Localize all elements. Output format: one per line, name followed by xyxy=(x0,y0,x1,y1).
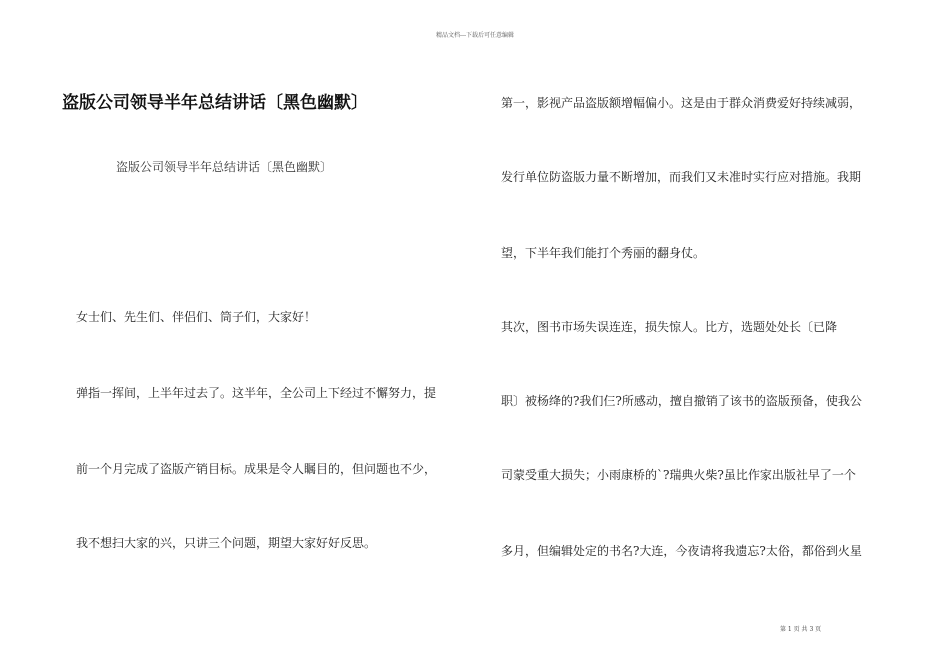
page-header: 精品文档---下载后可任意编辑 xyxy=(435,32,515,39)
page-footer: 第 1 页 共 3 页 xyxy=(780,626,822,633)
document-title: 盗版公司领导半年总结讲话〔黑色幽默〕 xyxy=(62,93,368,113)
paragraph-line: 其次，图书市场失误连连，损失惊人。比方，选题处处长〔已降 xyxy=(501,320,838,334)
paragraph-line: 多月，但编辑处定的书名?大连，今夜请将我遗忘?太俗，都俗到火星 xyxy=(501,544,862,558)
document-subtitle: 盗版公司领导半年总结讲话〔黑色幽默〕 xyxy=(116,160,333,174)
paragraph-line: 女士们、先生们、伴侣们、筒子们，大家好！ xyxy=(76,310,317,324)
paragraph-line: 司蒙受重大损失；小雨康桥的`?瑞典火柴?虽比作家出版社早了一个 xyxy=(501,468,856,482)
paragraph-line: 前一个月完成了盗版产销目标。成果是令人瞩目的，但问题也不少， xyxy=(76,462,437,476)
right-column xyxy=(475,0,950,672)
paragraph-line: 第一，影视产品盗版额增幅偏小。这是由于群众消费爱好持续减弱， xyxy=(501,96,862,110)
paragraph-line: 职〕被杨绛的?我们仨?所感动，擅自撤销了该书的盗版预备，使我公 xyxy=(501,394,862,408)
paragraph-line: 望，下半年我们能打个秀丽的翻身仗。 xyxy=(501,246,706,260)
paragraph-line: 弹指一挥间，上半年过去了。这半年，全公司上下经过不懈努力，提 xyxy=(76,386,437,400)
paragraph-line: 发行单位防盗版力量不断增加，而我们又未准时实行应对措施。我期 xyxy=(501,170,862,184)
paragraph-line: 我不想扫大家的兴，只讲三个问题，期望大家好好反思。 xyxy=(76,536,377,550)
